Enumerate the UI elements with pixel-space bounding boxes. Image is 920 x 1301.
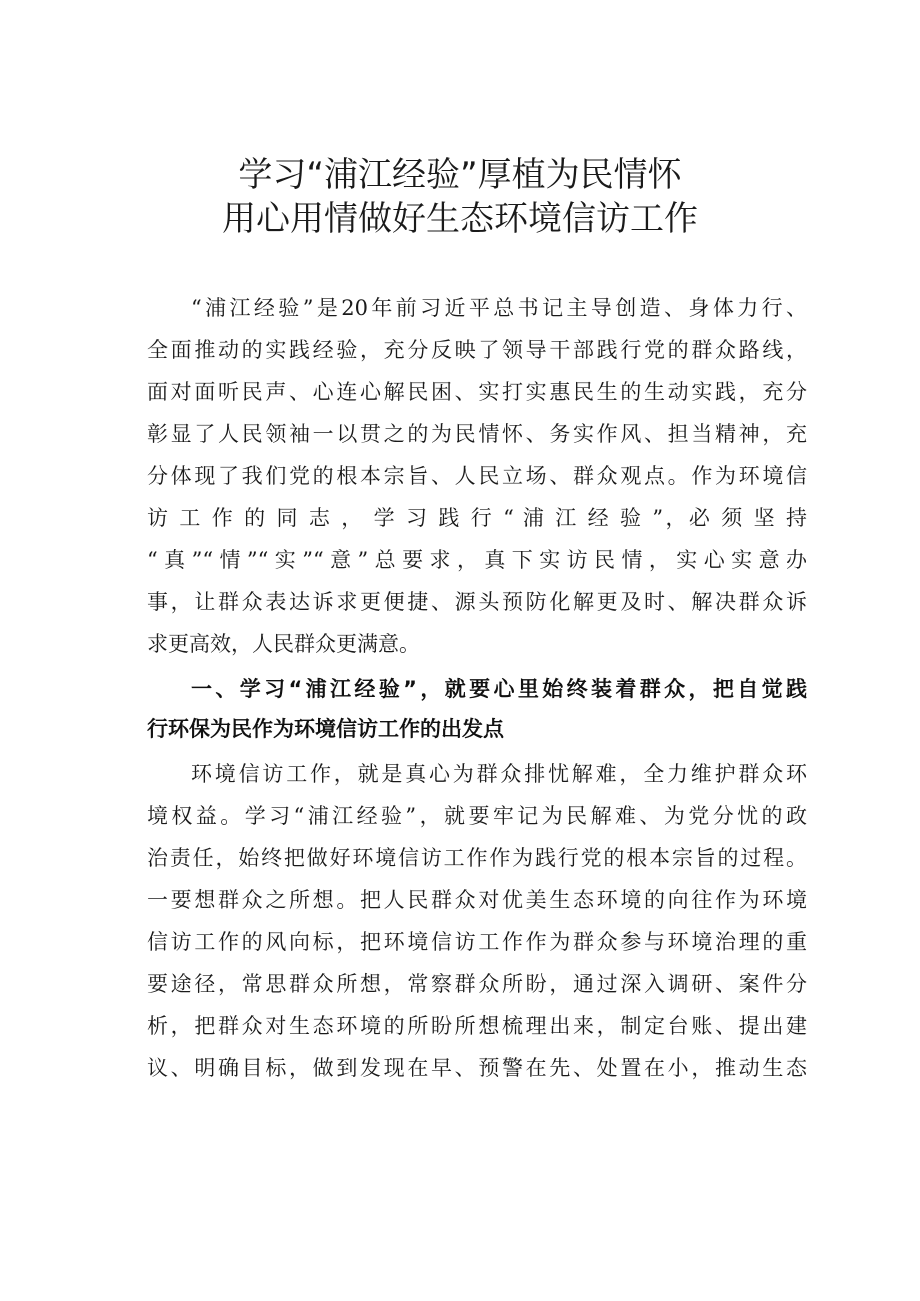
document-title (0, 153, 920, 241)
intro-line: 事，让群众表达诉求更便捷、源头预防化解更及时、解决群众诉 (147, 590, 807, 614)
intro-line: “真”“情”“实”“意”总要求，真下实访民情，实心实意办 (147, 548, 807, 572)
section-line: 一要想群众之所想。把人民群众对优美生态环境的向往作为环境 (147, 888, 807, 912)
section-heading-line-2: 行环保为民作为环境信访工作的出发点 (147, 717, 504, 741)
section-line: 要途径，常思群众所想，常察群众所盼，通过深入调研、案件分 (147, 972, 807, 996)
intro-line: 求更高效，人民群众更满意。 (147, 632, 420, 656)
section-line: 治责任，始终把做好环境信访工作作为践行党的根本宗旨的过程。 (147, 846, 807, 870)
section-line: 环境信访工作，就是真心为群众排忧解难，全力维护群众环 (191, 762, 807, 786)
intro-line: “浦江经验”是20年前习近平总书记主导创造、身体力行、 (191, 296, 807, 320)
section-line: 析，把群众对生态环境的所盼所想梳理出来，制定台账、提出建 (147, 1014, 807, 1038)
title-line-1: 学习“浦江经验”厚植为民情怀 (238, 155, 682, 195)
title-line-2: 用心用情做好生态环境信访工作 (222, 199, 698, 239)
intro-line: 分体现了我们党的根本宗旨、人民立场、群众观点。作为环境信 (147, 464, 807, 488)
intro-line: 面对面听民声、心连心解民困、实打实惠民生的生动实践，充分 (147, 380, 807, 404)
intro-line: 访 工 作 的 同 志 ， 学 习 践 行 “ 浦 江 经 验 ”，必 须 坚 持 (147, 506, 807, 530)
section-line: 信访工作的风向标，把环境信访工作作为群众参与环境治理的重 (147, 930, 807, 954)
section-heading-line-1: 一、学习“浦江经验”，就要心里始终装着群众，把自觉践 (191, 677, 807, 701)
section-line: 境权益。学习“浦江经验”，就要牢记为民解难、为党分忧的政 (147, 804, 807, 828)
intro-line: 全面推动的实践经验，充分反映了领导干部践行党的群众路线， (147, 338, 807, 362)
intro-line: 彰显了人民领袖一以贯之的为民情怀、务实作风、担当精神，充 (147, 422, 807, 446)
document-body (147, 287, 807, 1089)
section-line: 议、明确目标，做到发现在早、预警在先、处置在小，推动生态 (147, 1056, 807, 1080)
